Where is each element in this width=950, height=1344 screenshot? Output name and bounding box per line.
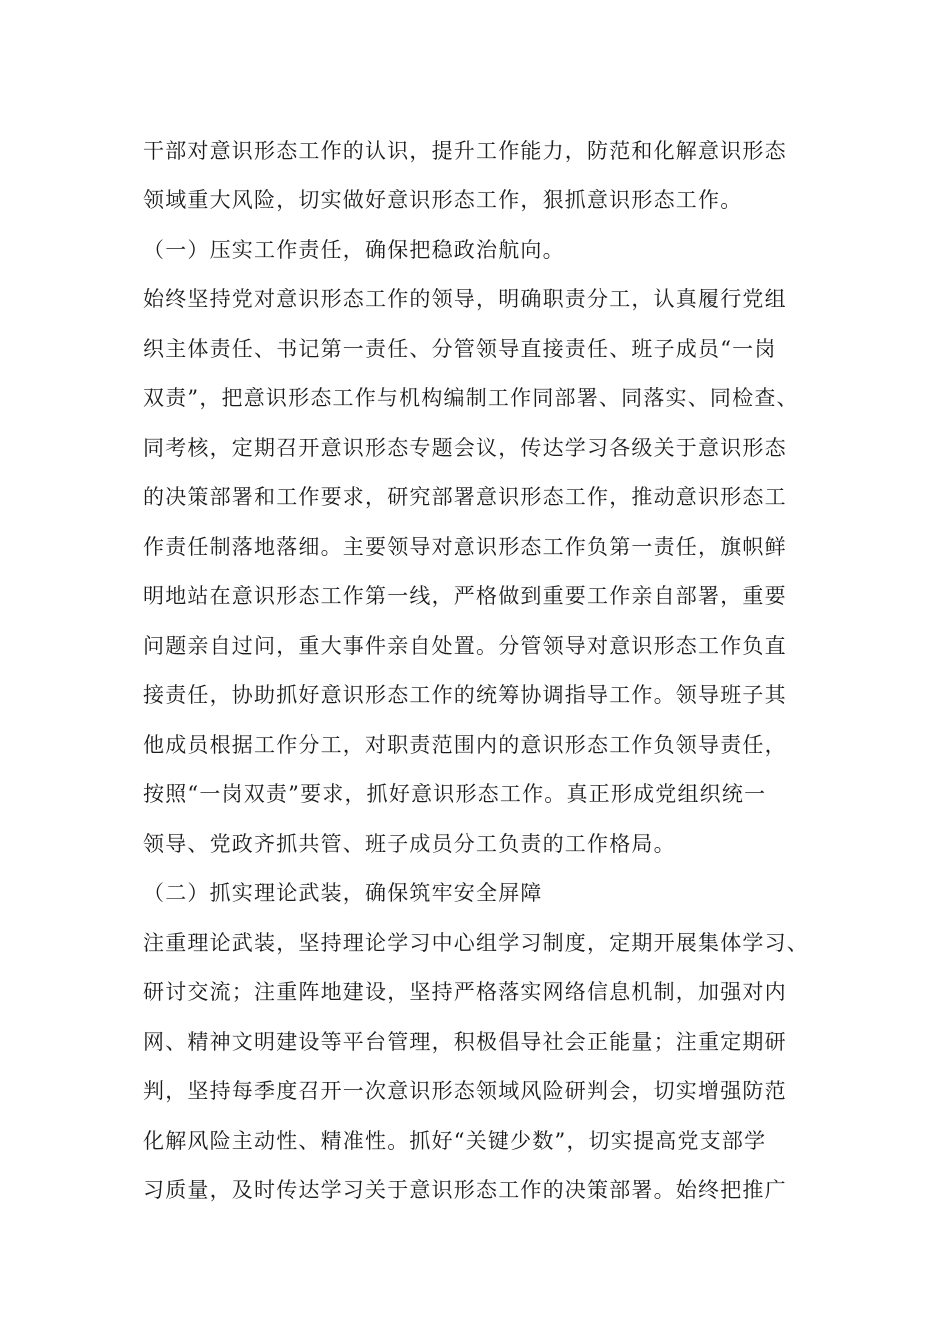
text-line: 网、精神文明建设等平台管理，积极倡导社会正能量；注重定期研	[143, 1030, 787, 1054]
text-line: 织主体责任、书记第一责任、分管领导直接责任、班子成员“一岗	[143, 337, 777, 361]
text-line: 注重理论武装，坚持理论学习中心组学习制度，定期开展集体学习、	[143, 931, 809, 955]
text-line: 他成员根据工作分工，对职责范围内的意识形态工作负领导责任，	[143, 733, 787, 757]
section-heading: （二）抓实理论武装，确保筑牢安全屏障	[143, 881, 543, 905]
text-line: 明地站在意识形态工作第一线，严格做到重要工作亲自部署，重要	[143, 584, 787, 608]
text-line: 双责”，把意识形态工作与机构编制工作同部署、同落实、同检查、	[143, 386, 799, 410]
text-line: 研讨交流；注重阵地建设，坚持严格落实网络信息机制，加强对内	[143, 980, 787, 1004]
section-heading: （一）压实工作责任，确保把稳政治航向。	[143, 238, 565, 262]
text-line: 领域重大风险，切实做好意识形态工作，狠抓意识形态工作。	[143, 188, 743, 212]
text-line: 的决策部署和工作要求，研究部署意识形态工作，推动意识形态工	[143, 485, 787, 509]
text-line: 按照“一岗双责”要求，抓好意识形态工作。真正形成党组织统一	[143, 782, 767, 806]
text-line: 同考核，定期召开意识形态专题会议，传达学习各级关于意识形态	[143, 436, 787, 460]
text-line: 习质量，及时传达学习关于意识形态工作的决策部署。始终把推广	[143, 1178, 787, 1202]
text-line: 作责任制落地落细。主要领导对意识形态工作负第一责任，旗帜鲜	[143, 535, 787, 559]
text-line: 问题亲自过问，重大事件亲自处置。分管领导对意识形态工作负直	[143, 634, 787, 658]
text-line: 接责任，协助抓好意识形态工作的统筹协调指导工作。领导班子其	[143, 683, 787, 707]
text-line: 始终坚持党对意识形态工作的领导，明确职责分工，认真履行党组	[143, 287, 787, 311]
text-line: 领导、党政齐抓共管、班子成员分工负责的工作格局。	[143, 832, 676, 856]
text-line: 化解风险主动性、精准性。抓好“关键少数”，切实提高党支部学	[143, 1129, 767, 1153]
text-line: 判，坚持每季度召开一次意识形态领域风险研判会，切实增强防范	[143, 1079, 787, 1103]
text-line: 干部对意识形态工作的认识，提升工作能力，防范和化解意识形态	[143, 139, 787, 163]
